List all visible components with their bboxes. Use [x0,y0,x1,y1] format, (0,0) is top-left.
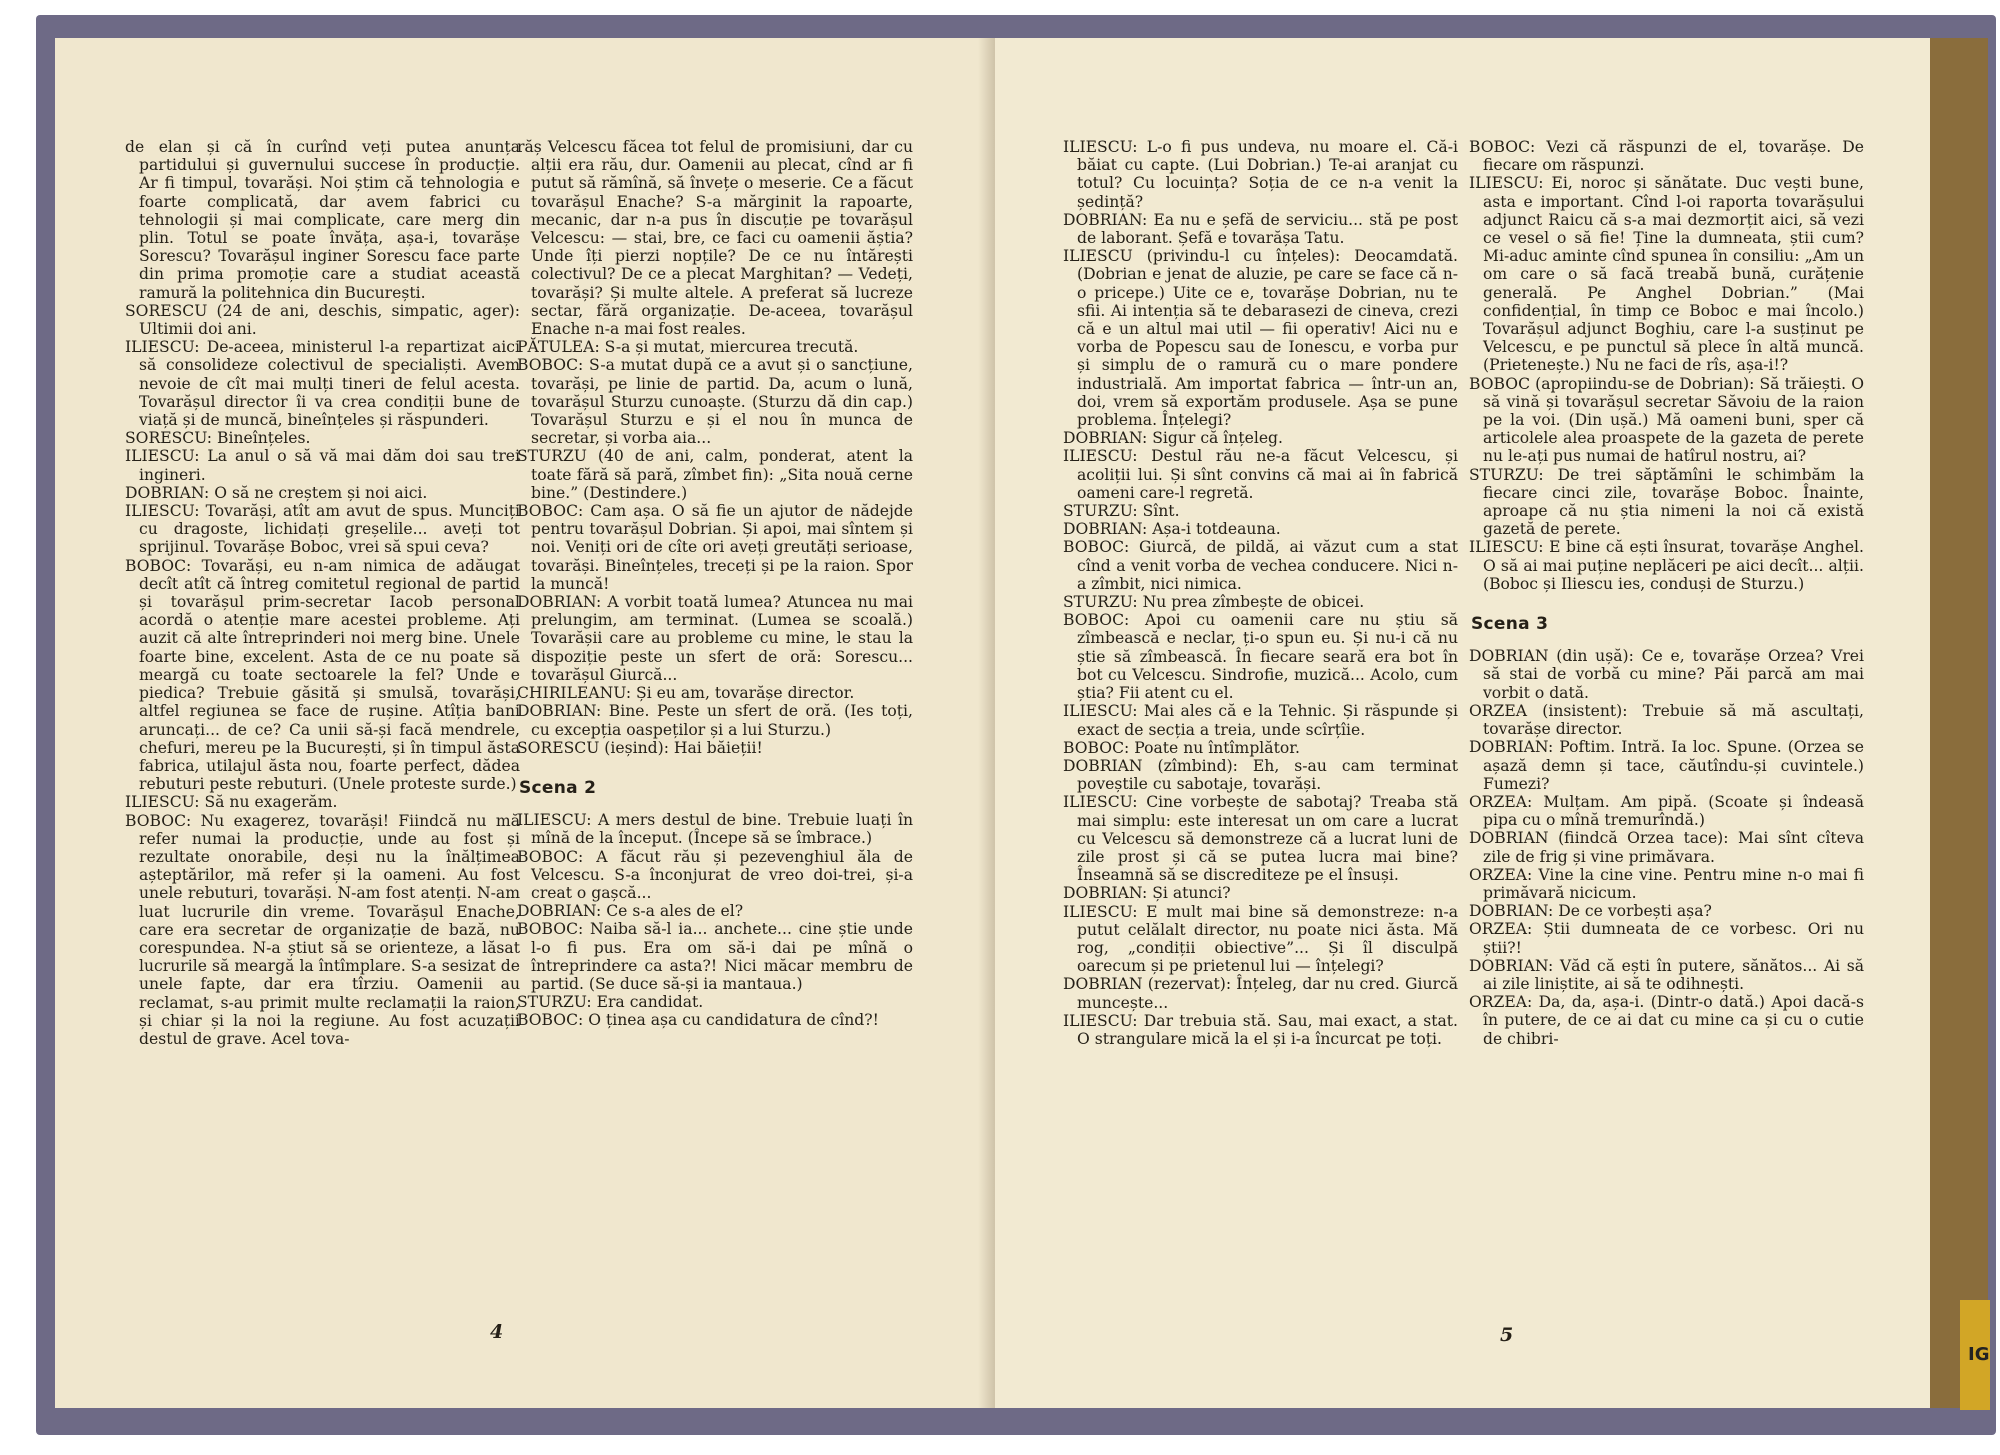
right-column-2 [1469,138,1864,1048]
paragraph: STURZU: Era candidat. [517,993,704,1012]
paragraph: ILIESCU: La anul o să vă mai dăm doi sau trei ingineri. [125,447,520,484]
paragraph: DOBRIAN: O să ne creștem și noi aici. [125,483,428,502]
paragraph: BOBOC: Giurcă, de pildă, ai văzut cum a stat cînd a venit vorba de vechea conducere. Nici n-a zîmbit, nici nimica. [1063,538,1458,593]
paragraph: BOBOC: Poate nu întîmplător. [1063,738,1300,757]
paragraph: răș Velcescu făcea tot felul de promisiuni, dar cu alții era rău, dur. Oamenii au plecat, cînd ar fi putut să rămînă, să învețe o meserie. Ce a făcut tovarășul Enache? S-a mărginit la rapoarte, mecanic, dar n-a pus în discuție pe tovarășul Velcescu: — stai, bre, ce faci cu oamenii ăștia? Unde îți pierzi nopțile? De ce nu întărești colectivul? De ce a plecat Marghitan? — Vedeți, tovarăși? Și multe altele. A preferat să lucreze sectar, fără organizație. De-aceea, tovarășul Enache n-a mai fost reales. [517,138,913,339]
paragraph: ORZEA: Vine la cine vine. Pentru mine n-o mai fi primăvară nicicum. [1469,865,1864,902]
paragraph: STURZU: Nu prea zîmbește de obicei. [1063,593,1365,612]
page-number: 5 [1500,1324,1514,1346]
left-column-1 [125,138,520,1048]
paragraph: BOBOC (apropiindu-se de Dobrian): Să trăiești. O să vină și tovarășul secretar Săvoiu de la raion pe la voi. (Din ușă.) Mă oameni buni, sper că articolele alea proaspete de la gazeta de perete nu le-ați pus numai de hatîrul nostru, ai? [1469,374,1864,466]
paragraph: ORZEA (insistent): Trebuie să mă ascultați, tovarășe director. [1469,701,1864,739]
paragraph: PĂTULEA: S-a și mutat, miercurea trecută. [517,338,859,357]
paragraph: BOBOC: S-a mutat după ce a avut și o sancțiune, tovarăși, pe linie de partid. Da, acum o lună, tovarășul Sturzu cunoaște. (Sturzu dă din cap.) Tovarășul Sturzu e și el nou în munca de secretar, și vorba aia... [517,356,913,448]
right-column-1 [1063,138,1458,1048]
scene-heading: Scena 2 [519,777,597,798]
paragraph: DOBRIAN (fiindcă Orzea tace): Mai sînt cîteva zile de frig și vine primăvara. [1469,829,1864,866]
paragraph: DOBRIAN: Poftim. Intră. Ia loc. Spune. (Orzea se așază demn și tace, căutîndu-și cuvintele.) Fumezi? [1469,738,1864,793]
paragraph: ILIESCU: Tovarăși, atît am avut de spus. Munciți cu dragoste, lichidați greșelile... aveți tot sprijinul. Tovarășe Boboc, vrei să spui ceva? [125,502,520,557]
paragraph: DOBRIAN: Ea nu e șefă de serviciu... stă pe post de laborant. Șefă e tovarășa Tatu. [1063,210,1458,248]
paragraph: DOBRIAN (rezervat): Înțeleg, dar nu cred. Giurcă muncește... [1063,975,1458,1012]
paragraph: ILIESCU (privindu-l cu înțeles): Deocamdată. (Dobrian e jenat de aluzie, pe care se face că n-o pricepe.) Uite ce e, tovarășe Dobrian, nu te sfii. Ai intenția să te debarasezi de cineva, crezi că e un altul mai util — fii operativ! Aici nu e vorba de Popescu sau de Ionescu, e vorba pur și simplu de o ramură cu o mare pondere industrială. Am importat fabrica — într-un an, doi, vrem să exportăm produsele. Așa se pune problema. Înțelegi? [1063,247,1458,430]
paragraph: DOBRIAN: A vorbit toată lumea? Atuncea nu mai prelungim, am terminat. (Lumea se scoală.) Tovarășii care au probleme cu mine, le stau la dispoziție peste un sfert de oră: Sorescu... tovarășul Giurcă... [517,593,913,684]
paragraph: ILIESCU: Mai ales că e la Tehnic. Și răspunde și exact de secția a treia, unde scîrțîie. [1063,702,1458,739]
paragraph: DOBRIAN: Și atunci? [1063,884,1231,903]
paragraph: ILIESCU: L-o fi pus undeva, nu moare el. Că-i băiat cu capte. (Lui Dobrian.) Te-ai aranjat cu totul? Cu locuința? Soția de ce n-a venit la ședință? [1063,138,1458,211]
paragraph: SORESCU (ieșind): Hai băieții! [517,738,763,757]
paragraph: BOBOC: Nu exagerez, tovarăși! Fiindcă nu mă refer numai la producție, unde au fost și rezultate onorabile, deși nu la înălțimea așteptărilor, mă refer și la oameni. Au fost unele rebuturi, tovarăși. N-am fost atenți. N-am luat lucrurile din vreme. Tovarășul Enache, care era secretar de organizație de bază, nu corespundea. N-a știut să se orienteze, a lăsat lucrurile să meargă la întîmplare. S-a sesizat de unele fapte, dar era tîrziu. Oamenii au reclamat, s-au primit multe reclamații la raion, și chiar și la noi la regiune. Au fost acuzații destul de grave. Acel tova- [125,811,520,1048]
paragraph: ILIESCU: De-aceea, ministerul l-a repartizat aici să consolideze colectivul de specialiști. Avem nevoie de cît mai mulți tineri de felul acesta. Tovarășul director îi va crea condiții bune de viață și de muncă, bineînțeles și răspunderi. [125,338,520,430]
paragraph: ILIESCU: E mult mai bine să demonstreze: n-a putut celălalt director, nu poate nici ăsta. Mă rog, „condiții obiective”... Și îl disculpă oarecum și pe prietenul lui — înțelegi? [1063,902,1458,976]
paragraph: DOBRIAN: Așa-i totdeauna. [1063,520,1281,539]
paragraph: ILIESCU: E bine că ești însurat, tovarășe Anghel. O să ai mai puține neplăceri pe aici decît... alții. (Boboc și Iliescu ies, conduși de Sturzu.) [1469,538,1864,593]
page-number: 4 [490,1321,504,1343]
paragraph: BOBOC: O ținea așa cu candidatura de cînd?! [517,1011,879,1030]
paragraph: SORESCU: Bineînțeles. [125,429,311,448]
paragraph: ILIESCU: A mers destul de bine. Trebuie luați în mînă de la început. (Începe să se îmbrace.) [517,811,913,848]
spine-label-text: IG [1968,1344,1990,1365]
paragraph: BOBOC: Naiba să-l ia... anchete... cine știe unde l-o fi pus. Era om să-i dai pe mînă o întreprindere ca asta?! Nici măcar membru de partid. (Se duce să-și ia mantaua.) [517,920,913,993]
paragraph: ORZEA: Da, da, așa-i. (Dintr-o dată.) Apoi dacă-s în putere, de ce ai dat cu mine ca și cu o cutie de chibri- [1469,993,1864,1048]
scene-heading: Scena 3 [1471,614,1549,635]
paragraph: STURZU: De trei săptămîni le schimbăm la fiecare cinci zile, tovarășe Boboc. Înainte, aproape că nu știa nimeni la noi că există gazetă de perete. [1469,465,1864,539]
paragraph: DOBRIAN: Ce s-a ales de el? [517,902,744,921]
paragraph: DOBRIAN: Văd că ești în putere, sănătos... Ai să ai zile liniștite, ai să te odihnești. [1469,956,1864,993]
paragraph: BOBOC: Apoi cu oamenii care nu știu să zîmbească e neclar, ți-o spun eu. Și nu-i că nu știe să zîmbească. În fiecare seară era bot în bot cu Velcescu. Sindrofie, muzică... Acolo, cum știa? Fii atent cu el. [1063,611,1458,703]
paragraph: STURZU: Sînt. [1063,502,1180,521]
paragraph: DOBRIAN (zîmbind): Eh, s-au cam terminat poveștile cu sabotaje, tovarăși. [1063,756,1458,794]
paragraph: ILIESCU: Dar trebuia stă. Sau, mai exact, a stat. O strangulare mică la el și i-a încurcat pe toți. [1063,1011,1458,1048]
paragraph: DOBRIAN: Bine. Peste un sfert de oră. (Ies toți, cu excepția oaspeților și a lui Sturzu.) [517,702,913,739]
paragraph: ORZEA: Mulțam. Am pipă. (Scoate și îndeasă pipa cu o mînă tremurîndă.) [1469,792,1864,830]
paragraph: BOBOC: Cam așa. O să fie un ajutor de nădejde pentru tovarășul Dobrian. Și apoi, mai sîntem și noi. Veniți ori de cîte ori aveți greutăți serioase, tovarăși. Bineînțeles, treceți și pe la raion. Spor la muncă! [517,502,913,593]
paragraph: STURZU (40 de ani, calm, ponderat, atent la toate fără să pară, zîmbet fin): „Sita nouă cerne bine.” (Destindere.) [517,447,913,502]
left-column-2 [517,138,913,1030]
paragraph: DOBRIAN: Sigur că înțeleg. [1063,429,1283,448]
paragraph: BOBOC: A făcut rău și pezevenghiul ăla de Velcescu. S-a înconjurat de vreo doi-trei, și-a creat o gașcă... [517,847,913,902]
paragraph: SORESCU (24 de ani, deschis, simpatic, ager): Ultimii doi ani. [125,301,520,339]
paragraph: ILIESCU: Cine vorbește de sabotaj? Treaba stă mai simplu: este interesat un om care a lucrat cu Velcescu să demonstreze că a lucrat luni de zile prost și că se putea lucra mai bine? Înseamnă să se discrediteze pe el însuși. [1063,793,1458,885]
paragraph: CHIRILEANU: Și eu am, tovarășe director. [517,684,855,703]
book-spine [1928,38,1988,1408]
paragraph: DOBRIAN: De ce vorbești așa? [1469,902,1712,921]
spine-label [1960,1300,1990,1410]
paragraph: ILIESCU: Ei, noroc și sănătate. Duc vești bune, asta e important. Cînd l-oi raporta tovarășului adjunct Raicu că s-a mai dezmorțit aici, să vezi ce vesel o să fie! Ține la dumneata, știi cum? Mi-aduc aminte cînd spunea în consiliu: „Am un om care o să facă treabă bună, curățenie generală. Pe Anghel Dobrian.” (Mai confidențial, în timp ce Boboc e mai încolo.) Tovarășul adjunct Boghiu, care l-a susținut pe Velcescu, e pe punctul să plece în altă muncă. (Prietenește.) Nu ne faci de rîs, așa-i!? [1469,174,1864,375]
paragraph: BOBOC: Tovarăși, eu n-am nimica de adăugat decît atît că întreg comitetul regional de partid și tovarășul prim-secretar Iacob personal acordă o atenție mare acestei probleme. Ați auzit că alte întreprinderi noi merg bine. Unele foarte bine, excelent. Asta de ce nu poate să meargă cu toate sectoarele la fel? Unde e piedica? Trebuie găsită și smulsă, tovarăși, altfel regiunea se face de rușine. Atîția bani aruncați... de ce? Ca unii să-și facă mendrele, chefuri, mereu pe la București, și în timpul ăsta fabrica, utilajul ăsta nou, foarte perfect, dădea rebuturi peste rebuturi. (Unele proteste surde.) [125,556,520,794]
paragraph: DOBRIAN (din ușă): Ce e, tovarășe Orzea? Vrei să stai de vorbă cu mine? Păi parcă am mai vorbit o dată. [1469,647,1864,702]
left-page [55,38,995,1408]
paragraph: ILIESCU: Destul rău ne-a făcut Velcescu, și acoliții lui. Și sînt convins că mai ai în fabrică oameni care-l regretă. [1063,447,1458,502]
paragraph: de elan și că în curînd veți putea anunța partidului și guvernului succese în producție. Ar fi timpul, tovarăși. Noi știm că tehnologia e foarte complicată, dar avem fabrici cu tehnologii și mai complicate, care merg din plin. Totul se poate învăța, așa-i, tovarășe Sorescu? Tovarășul inginer Sorescu face parte din prima promoție care a studiat această ramură la politehnica din București. [125,138,520,302]
paragraph: ILIESCU: Să nu exagerăm. [125,793,338,812]
right-page [995,38,1930,1408]
paragraph: BOBOC: Vezi că răspunzi de el, tovarășe. De fiecare om răspunzi. [1469,138,1864,175]
paragraph: ORZEA: Știi dumneata de ce vorbesc. Ori nu știi?! [1469,920,1864,957]
